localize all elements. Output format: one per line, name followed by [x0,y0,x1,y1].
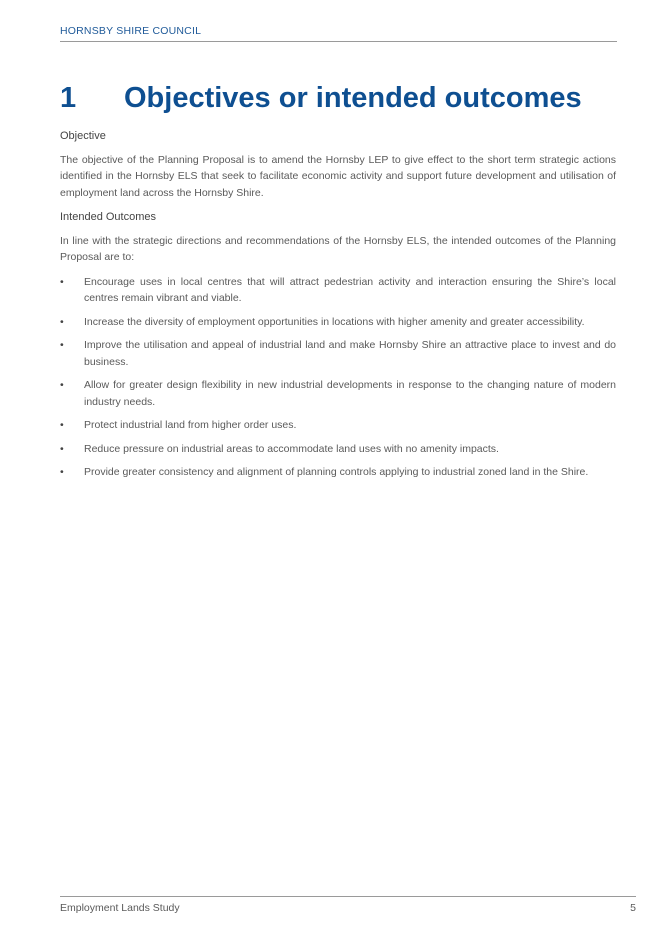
objective-paragraph: The objective of the Planning Proposal is to amend the Hornsby LEP to give effect to the short term strategic actions identified in the Hornsby ELS that seek to facilitate economic activity and support future development and utilisation of employment land across the Hornsby Shire. [60,153,616,199]
list-item-text: Increase the diversity of employment opportunities in locations with higher amenity and greater accessibility. [84,315,585,328]
list-item-text: Allow for greater design flexibility in new industrial developments in response to the changing nature of modern industry needs. [84,379,616,408]
list-item-text: Improve the utilisation and appeal of industrial land and make Hornsby Shire an attractive place to invest and do business. [84,339,616,368]
list-item [60,314,616,331]
page-number: 5 [630,902,636,914]
bullet-icon: • [60,466,64,478]
bullet-icon: • [60,339,64,351]
list-item [60,337,616,370]
list-item [60,377,616,410]
list-item [60,441,616,458]
intended-outcomes-heading: Intended Outcomes [60,211,157,223]
section-number: 1 [60,82,77,114]
outcomes-list [60,274,616,481]
bullet-icon: • [60,379,64,391]
bullet-icon: • [60,315,64,328]
list-item-text: Encourage uses in local centres that will attract pedestrian activity and interaction ensuring the Shire’s local centres remain vibrant and viable. [84,275,616,304]
page-footer [60,896,636,915]
intended-outcomes-intro: In line with the strategic directions and recommendations of the Hornsby ELS, the intended outcomes of the Planning Proposal are to: [60,234,616,263]
list-item [60,417,616,434]
footer-document-title: Employment Lands Study [60,902,180,914]
bullet-icon: • [60,275,64,288]
list-item [60,464,616,481]
main-content [60,128,616,488]
list-item [60,274,616,307]
list-item-text: Protect industrial land from higher order uses. [84,419,297,431]
objective-heading: Objective [60,130,106,142]
list-item-text: Reduce pressure on industrial areas to accommodate land uses with no amenity impacts. [84,442,499,455]
section-heading [60,80,582,116]
council-name: HORNSBY SHIRE COUNCIL [60,25,202,37]
list-item-text: Provide greater consistency and alignment of planning controls applying to industrial zoned land in the Shire. [84,466,589,478]
bullet-icon: • [60,419,64,431]
page-header [60,25,617,42]
bullet-icon: • [60,442,64,455]
section-title: Objectives or intended outcomes [124,82,582,114]
